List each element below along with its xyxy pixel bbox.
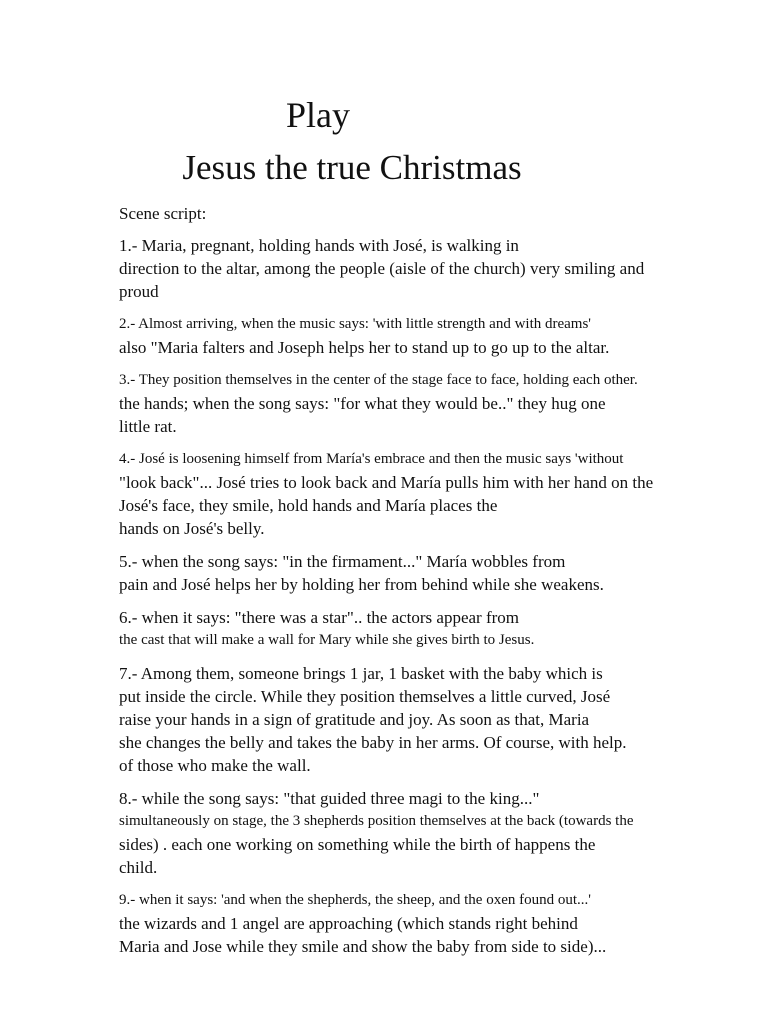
paragraph-line: the hands; when the song says: "for what they would be.." they hug one	[119, 394, 606, 413]
paragraph-line: sides) . each one working on something while the birth of happens the	[119, 835, 596, 854]
script-paragraph-6	[119, 606, 719, 652]
paragraph-line: proud	[119, 282, 159, 301]
paragraph-line: the cast that will make a wall for Mary while she gives birth to Jesus.	[119, 632, 535, 648]
paragraph-line: raise your hands in a sign of gratitude and joy. As soon as that, Maria	[119, 710, 590, 729]
script-paragraph-4	[119, 448, 719, 540]
paragraph-line: José's face, they smile, hold hands and María places the	[119, 496, 498, 515]
paragraph-line: 5.- when the song says: "in the firmament..." María wobbles from	[119, 552, 566, 571]
script-paragraph-8	[119, 787, 719, 879]
paragraph-line: Maria and Jose while they smile and show the baby from side to side)...	[119, 937, 607, 956]
script-paragraph-3	[119, 369, 719, 438]
paragraph-line: 1.- Maria, pregnant, holding hands with José, is walking in	[119, 236, 519, 255]
paragraph-line: the wizards and 1 angel are approaching (which stands right behind	[119, 914, 578, 933]
paragraph-line: hands on José's belly.	[119, 519, 265, 538]
paragraph-line: 6.- when it says: "there was a star".. the actors appear from	[119, 608, 520, 627]
paragraph-line: 3.- They position themselves in the center of the stage face to face, holding each other.	[119, 372, 638, 388]
paragraph-line: put inside the circle. While they position themselves a little curved, José	[119, 687, 611, 706]
paragraph-line: also "Maria falters and Joseph helps her to stand up to go up to the altar.	[119, 338, 610, 357]
paragraph-line: "look back"... José tries to look back and María pulls him with her hand on the	[119, 473, 654, 492]
paragraph-list	[119, 234, 719, 958]
script-paragraph-7	[119, 662, 719, 777]
paragraph-line: 9.- when it says: 'and when the shepherds, the sheep, and the oxen found out...'	[119, 892, 591, 908]
paragraph-line: simultaneously on stage, the 3 shepherds position themselves at the back (towards the	[119, 813, 634, 829]
script-body	[119, 202, 719, 968]
paragraph-line: she changes the belly and takes the baby in her arms. Of course, with help.	[119, 733, 627, 752]
script-paragraph-9	[119, 889, 719, 958]
paragraph-line: 4.- José is loosening himself from María's embrace and then the music says 'without	[119, 451, 624, 467]
paragraph-line: direction to the altar, among the people (aisle of the church) very smiling and	[119, 259, 645, 278]
script-paragraph-5	[119, 550, 719, 596]
section-label: Scene script:	[119, 204, 207, 223]
document-subtitle: Jesus the true Christmas	[182, 148, 522, 187]
paragraph-line: 7.- Among them, someone brings 1 jar, 1 basket with the baby which is	[119, 664, 603, 683]
paragraph-line: 8.- while the song says: "that guided three magi to the king..."	[119, 789, 540, 808]
paragraph-line: little rat.	[119, 417, 177, 436]
paragraph-line: child.	[119, 858, 158, 877]
paragraph-line: of those who make the wall.	[119, 756, 311, 775]
document-title: Play	[285, 95, 350, 135]
paragraph-line: pain and José helps her by holding her from behind while she weakens.	[119, 575, 604, 594]
script-paragraph-1	[119, 234, 719, 303]
paragraph-line: 2.- Almost arriving, when the music says: 'with little strength and with dreams'	[119, 316, 592, 332]
script-paragraph-2	[119, 313, 719, 359]
